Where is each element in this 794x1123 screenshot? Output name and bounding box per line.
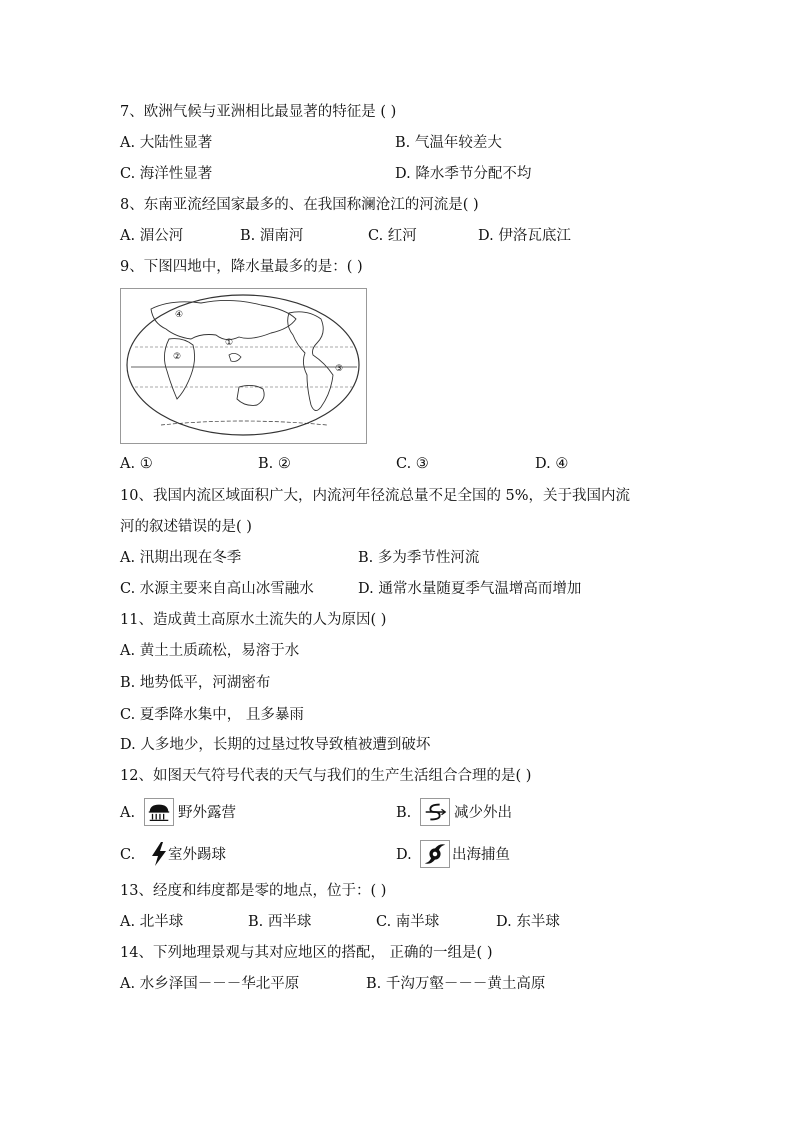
q8-stem: 8、东南亚流经国家最多的、在我国称澜沧江的河流是( ) bbox=[120, 197, 479, 213]
q11-option-b: B. 地势低平，河湖密布 bbox=[120, 675, 271, 691]
q9-option-c: C. ③ bbox=[396, 456, 429, 472]
q8-option-d: D. 伊洛瓦底江 bbox=[478, 228, 571, 244]
q7-stem: 7、欧洲气候与亚洲相比最显著的特征是 ( ) bbox=[120, 104, 397, 120]
q7-option-c: C. 海洋性显著 bbox=[120, 166, 213, 182]
q12-option-c-text: 室外踢球 bbox=[168, 847, 226, 863]
q10-option-a: A. 汛期出现在冬季 bbox=[120, 550, 242, 566]
q12-option-a-letter: A. bbox=[120, 805, 136, 821]
map-marker-1: ① bbox=[225, 338, 234, 348]
q12-option-b-text: 减少外出 bbox=[454, 805, 512, 821]
q7-option-a: A. 大陆性显著 bbox=[120, 135, 213, 151]
q13-option-d: D. 东半球 bbox=[496, 914, 560, 930]
q13-option-b: B. 西半球 bbox=[248, 914, 312, 930]
q10-option-d: D. 通常水量随夏季气温增高而增加 bbox=[358, 581, 582, 597]
q10-option-b: B. 多为季节性河流 bbox=[358, 550, 480, 566]
q10-stem-line1: 10、我国内流区域面积广大，内流河年径流总量不足全国的 5%，关于我国内流 bbox=[120, 488, 631, 504]
q9-option-b: B. ② bbox=[258, 456, 291, 472]
q8-option-c: C. 红河 bbox=[368, 228, 417, 244]
q9-option-d: D. ④ bbox=[535, 456, 569, 472]
q12-option-d-text: 出海捕鱼 bbox=[452, 847, 510, 863]
q7-option-d: D. 降水季节分配不均 bbox=[395, 166, 532, 182]
q8-option-a: A. 湄公河 bbox=[120, 228, 184, 244]
q11-option-a: A. 黄土土质疏松，易溶于水 bbox=[120, 643, 300, 659]
q11-option-d: D. 人多地少，长期的过垦过牧导致植被遭到破坏 bbox=[120, 737, 431, 753]
q12-stem: 12、如图天气符号代表的天气与我们的生产生活组合合理的是( ) bbox=[120, 768, 532, 784]
q11-stem: 11、造成黄土高原水土流失的人为原因( ) bbox=[120, 612, 387, 628]
world-map-figure bbox=[120, 288, 367, 444]
world-map-svg bbox=[121, 289, 366, 443]
sandstorm-icon bbox=[420, 798, 450, 826]
q9-option-a: A. ① bbox=[120, 456, 153, 472]
q14-stem: 14、下列地理景观与其对应地区的搭配， 正确的一组是( ) bbox=[120, 945, 493, 961]
q12-option-b-letter: B. bbox=[396, 805, 412, 821]
q10-stem-line2: 河的叙述错误的是( ) bbox=[120, 519, 252, 535]
q14-option-b: B. 千沟万壑－－－黄土高原 bbox=[366, 976, 546, 992]
q9-stem: 9、下图四地中，降水量最多的是：( ) bbox=[120, 259, 363, 275]
q13-option-a: A. 北半球 bbox=[120, 914, 184, 930]
map-marker-2: ② bbox=[173, 352, 182, 362]
q12-option-c-letter: C. bbox=[120, 847, 136, 863]
q7-option-b: B. 气温年较差大 bbox=[395, 135, 502, 151]
q8-option-b: B. 湄南河 bbox=[240, 228, 304, 244]
q13-option-c: C. 南半球 bbox=[376, 914, 440, 930]
q11-option-c: C. 夏季降水集中， 且多暴雨 bbox=[120, 707, 304, 723]
typhoon-icon bbox=[420, 840, 450, 868]
heavy-rain-icon bbox=[144, 798, 174, 826]
q14-option-a: A. 水乡泽国－－－华北平原 bbox=[120, 976, 300, 992]
map-marker-4: ④ bbox=[175, 310, 184, 320]
q12-option-a-text: 野外露营 bbox=[178, 805, 236, 821]
q13-stem: 13、经度和纬度都是零的地点，位于：( ) bbox=[120, 883, 387, 899]
map-marker-3: ③ bbox=[335, 364, 344, 374]
q10-option-c: C. 水源主要来自高山冰雪融水 bbox=[120, 581, 314, 597]
q12-option-d-letter: D. bbox=[396, 847, 412, 863]
